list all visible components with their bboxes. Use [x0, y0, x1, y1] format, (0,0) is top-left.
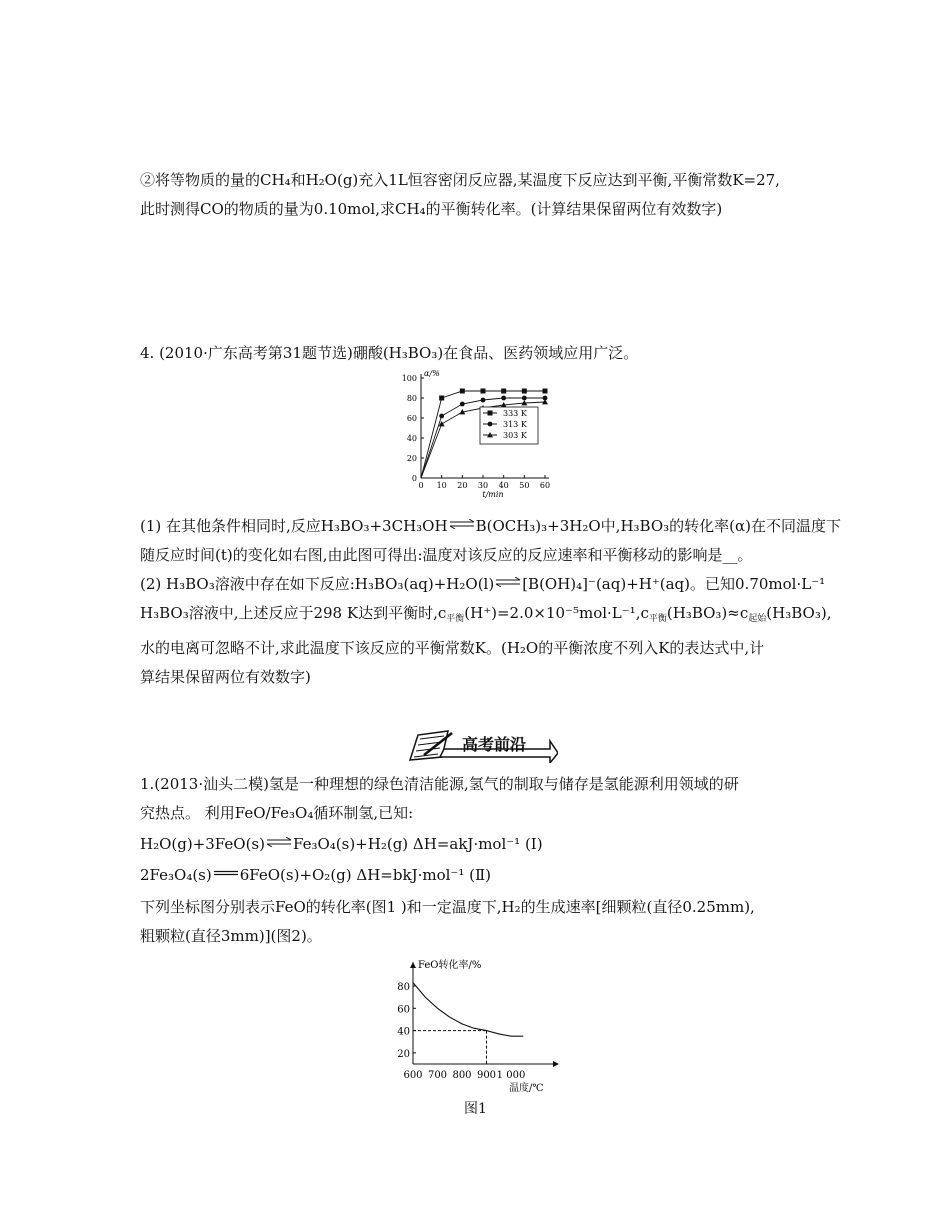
legend-label: 303 K: [503, 431, 527, 440]
data-point: [460, 402, 465, 407]
data-point: [522, 396, 527, 401]
y-axis-label: FeO转化率/%: [418, 960, 482, 971]
x-tick-label: 20: [457, 481, 468, 490]
q4-p2-line3: 水的电离可忽略不计,求此温度下该反应的平衡常数K。(H₂O的平衡浓度不列入K的表达式中,计: [140, 639, 765, 657]
x-tick-label: 800: [452, 1070, 472, 1081]
f1-line1: 1.(2013·汕头二模)氢是一种理想的绿色清洁能源,氢气的制取与储存是氢能源利用领域的研: [140, 775, 739, 793]
y-tick-label: 0: [411, 474, 417, 483]
q4-p2-line1: (2) H₃BO₃溶液中存在如下反应:H₃BO₃(aq)+H₂O(l) [B(OH)₄]⁻(aq)+H⁺(aq)。已知0.70mol·L⁻¹: [140, 575, 826, 593]
q4-title: 4. (2010·广东高考第31题节选)硼酸(H₃BO₃)在食品、医药领域应用广泛。: [140, 344, 639, 362]
equilibrium-arrow-icon: [449, 519, 475, 529]
x-tick-label: 10: [436, 481, 447, 490]
f1-eq2: 2Fe₃O₄(s) 6FeO(s)+O₂(g) ΔH=bkJ·mol⁻¹ (Ⅱ): [140, 866, 491, 884]
x-axis-arrow-icon: [553, 1061, 559, 1067]
y-axis-label: α/%: [424, 369, 440, 378]
data-point: [439, 396, 444, 401]
x-axis-label: t/min: [482, 490, 504, 498]
equilibrium-arrow-icon: [495, 577, 521, 587]
y-axis-arrow-icon: [410, 962, 416, 968]
f1-line2: 究热点。 利用FeO/Fe₃O₄循环制氢,已知:: [140, 804, 414, 822]
y-tick-label: 40: [397, 1026, 410, 1038]
y-tick-label: 80: [406, 394, 417, 403]
x-tick-label: 40: [498, 481, 509, 490]
y-tick-label: 20: [406, 454, 417, 463]
data-point: [488, 411, 493, 416]
data-point: [481, 398, 486, 403]
banner-label: 高考前沿: [462, 735, 527, 754]
data-point: [501, 389, 506, 394]
section-banner: [408, 727, 558, 763]
q4-p1-line2: 随反应时间(t)的变化如右图,由此图可得出:温度对该反应的反应速率和平衡移动的影响是__。: [140, 546, 753, 564]
equilibrium-arrow-icon: [266, 837, 292, 847]
double-line-equals-icon: [213, 868, 239, 878]
feo-conversion-chart: [385, 952, 560, 1092]
x-tick-label: 30: [477, 481, 489, 490]
q2-line2: 此时测得CO的物质的量为0.10mol,求CH₄的平衡转化率。(计算结果保留两位有效数字): [140, 200, 723, 218]
q4-p1-line1: (1) 在其他条件相同时,反应H₃BO₃+3CH₃OH B(OCH₃)₃+3H₂O中,H₃BO₃的转化率(α)在不同温度下: [140, 517, 841, 535]
figure-caption: 图1: [464, 1101, 487, 1117]
y-tick-label: 60: [397, 1004, 410, 1016]
x-tick-label: 60: [539, 481, 551, 490]
data-point: [460, 389, 465, 394]
data-point: [439, 414, 444, 419]
data-point: [488, 422, 493, 427]
f1-line4: 粗颗粒(直径3mm)](图2)。: [140, 927, 322, 945]
x-tick-label: 600: [403, 1070, 423, 1081]
q2-line1: ②将等物质的量的CH₄和H₂O(g)充入1L恒容密闭反应器,某温度下反应达到平衡,平衡常数K=27,: [140, 171, 780, 189]
x-axis-label: 温度/℃: [509, 1083, 544, 1092]
legend-label: 333 K: [503, 409, 527, 418]
f1-eq1: H₂O(g)+3FeO(s) Fe₃O₄(s)+H₂(g) ΔH=akJ·mol⁻¹ (Ⅰ): [140, 835, 543, 853]
x-tick-label: 700: [427, 1070, 448, 1081]
data-point: [522, 389, 527, 394]
q4-p2-line2: H₃BO₃溶液中,上述反应于298 K达到平衡时$,c_{平衡}(H^+)=2.0\times 10^{-5}mol\cdot L^{-1},c_{平衡}(H_3BO_3)\approx c_{起始}(H_3BO_3)$,: [140, 604, 832, 624]
series-line: [413, 983, 523, 1036]
data-point: [481, 389, 486, 394]
x-tick-label: 1 000: [496, 1070, 526, 1081]
legend-label: 313 K: [503, 420, 527, 429]
y-tick-label: 100: [401, 374, 417, 383]
y-tick-label: 80: [397, 982, 410, 993]
x-tick-label: 0: [418, 481, 424, 490]
x-tick-label: 50: [519, 481, 530, 490]
y-tick-label: 40: [406, 434, 417, 443]
data-point: [501, 396, 506, 401]
data-point: [543, 389, 548, 394]
x-tick-label: 900: [476, 1070, 497, 1081]
y-tick-label: 60: [406, 414, 417, 423]
q4-p2-line4: 算结果保留两位有效数字): [140, 668, 311, 686]
y-tick-label: 20: [397, 1048, 410, 1060]
boric-acid-conversion-chart: [395, 366, 560, 498]
f1-line3: 下列坐标图分别表示FeO的转化率(图1 )和一定温度下,H₂的生成速率[细颗粒(直径0.25mm),: [140, 898, 755, 916]
